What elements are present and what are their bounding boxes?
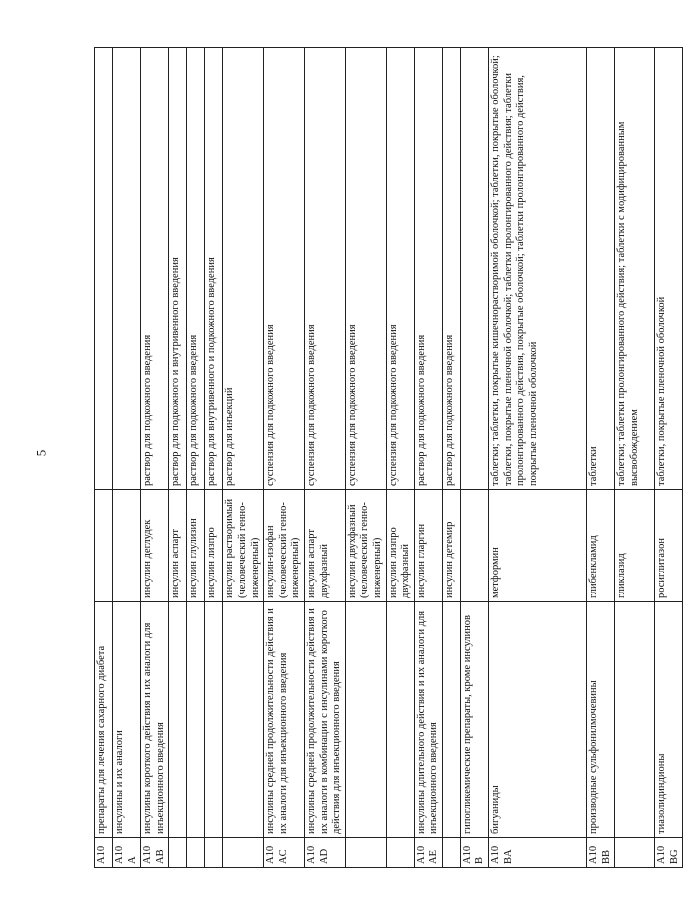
atc-code: [615, 838, 655, 868]
table-row: [205, 48, 223, 868]
table-row: [386, 48, 414, 868]
atc-code: A10BA: [489, 838, 587, 868]
table-row: [113, 48, 141, 868]
group-name: инсулины средней продолжительности действия и их аналоги в комбинации с инсулинами короткого действия для инъекционного введения: [304, 602, 345, 838]
group-name: [615, 602, 655, 838]
page-number: 5: [33, 449, 49, 457]
table-row: [95, 48, 113, 868]
group-name: [442, 602, 460, 838]
inn-name: инсулин двухфазный (человеческий генно-инженерный): [345, 490, 386, 602]
inn-name: инсулин аспарт двухфазный: [304, 490, 345, 602]
table-row: [141, 48, 169, 868]
atc-code: [223, 838, 264, 868]
atc-code: A10B: [460, 838, 488, 868]
group-name: инсулины средней продолжительности действия и их аналоги для инъекционного введения: [264, 602, 305, 838]
dosage-forms: таблетки: [587, 48, 615, 490]
rotated-page-content: [94, 48, 680, 868]
inn-name: инсулин глулизин: [187, 490, 205, 602]
table-row: [414, 48, 442, 868]
table-body: [95, 48, 683, 868]
inn-name: инсулин аспарт: [169, 490, 187, 602]
dosage-forms: раствор для внутривенного и подкожного введения: [205, 48, 223, 490]
group-name: инсулины длительного действия и их аналоги для инъекционного введения: [414, 602, 442, 838]
group-name: [187, 602, 205, 838]
group-name: [223, 602, 264, 838]
inn-name: гликлазид: [615, 490, 655, 602]
atc-code: A10BB: [587, 838, 615, 868]
group-name: производные сульфонилмочевины: [587, 602, 615, 838]
table-row: [460, 48, 488, 868]
table-row: [615, 48, 655, 868]
inn-name: инсулин растворимый (человеческий генно-инженерный): [223, 490, 264, 602]
inn-name: инсулин деглудек: [141, 490, 169, 602]
dosage-forms: раствор для подкожного введения: [414, 48, 442, 490]
dosage-forms: раствор для подкожного введения: [187, 48, 205, 490]
group-name: [169, 602, 187, 838]
group-name: препараты для лечения сахарного диабета: [95, 602, 113, 838]
group-name: инсулины и их аналоги: [113, 602, 141, 838]
dosage-forms: суспензия для подкожного введения: [386, 48, 414, 490]
group-name: [345, 602, 386, 838]
group-name: тиазолидиндионы: [655, 602, 683, 838]
table-row: [304, 48, 345, 868]
atc-code: A10AC: [264, 838, 305, 868]
atc-code: [345, 838, 386, 868]
inn-name: [113, 490, 141, 602]
inn-name: инсулин лизпро: [205, 490, 223, 602]
group-name: [205, 602, 223, 838]
drug-classification-table: [94, 47, 683, 868]
inn-name: инсулин-изофан (человеческий генно-инженерный): [264, 490, 305, 602]
atc-code: [187, 838, 205, 868]
atc-code: A10: [95, 838, 113, 868]
atc-code: [169, 838, 187, 868]
group-name: [386, 602, 414, 838]
dosage-forms: таблетки; таблетки, покрытые кишечнорастворимой оболочкой; таблетки, покрытые оболочкой; таблетки, покрытые пленочной оболочкой; таблетки пролонгированного действия; таблетки пролонгированного действия, покрытые оболочкой; таблетки пролонгированного действия, покрытые пленочной оболочкой: [489, 48, 587, 490]
table-row: [187, 48, 205, 868]
table-row: [489, 48, 587, 868]
dosage-forms: суспензия для подкожного введения: [264, 48, 305, 490]
dosage-forms: раствор для инъекций: [223, 48, 264, 490]
table-row: [223, 48, 264, 868]
group-name: инсулины короткого действия и их аналоги для инъекционного введения: [141, 602, 169, 838]
table-row: [442, 48, 460, 868]
table-row: [655, 48, 683, 868]
atc-code: A10BG: [655, 838, 683, 868]
atc-code: A10AE: [414, 838, 442, 868]
atc-code: [386, 838, 414, 868]
group-name: гипогликемические препараты, кроме инсулинов: [460, 602, 488, 838]
table-row: [587, 48, 615, 868]
dosage-forms: раствор для подкожного введения: [141, 48, 169, 490]
dosage-forms: суспензия для подкожного введения: [304, 48, 345, 490]
inn-name: инсулин лизпро двухфазный: [386, 490, 414, 602]
table-row: [264, 48, 305, 868]
table-row: [345, 48, 386, 868]
inn-name: росиглитазон: [655, 490, 683, 602]
inn-name: инсулин детемир: [442, 490, 460, 602]
dosage-forms: [113, 48, 141, 490]
inn-name: [460, 490, 488, 602]
group-name: бигуаниды: [489, 602, 587, 838]
inn-name: инсулин гларгин: [414, 490, 442, 602]
table-row: [169, 48, 187, 868]
atc-code: A10AD: [304, 838, 345, 868]
dosage-forms: суспензия для подкожного введения: [345, 48, 386, 490]
dosage-forms: таблетки, покрытые пленочной оболочкой: [655, 48, 683, 490]
atc-code: A10AB: [141, 838, 169, 868]
dosage-forms: раствор для подкожного введения: [442, 48, 460, 490]
dosage-forms: [460, 48, 488, 490]
atc-code: [205, 838, 223, 868]
inn-name: метформин: [489, 490, 587, 602]
dosage-forms: [95, 48, 113, 490]
dosage-forms: таблетки; таблетки пролонгированного действия; таблетки с модифицированным высвобождением: [615, 48, 655, 490]
atc-code: [442, 838, 460, 868]
atc-code: A10A: [113, 838, 141, 868]
inn-name: [95, 490, 113, 602]
dosage-forms: раствор для подкожного и внутривенного введения: [169, 48, 187, 490]
inn-name: глибенкламид: [587, 490, 615, 602]
